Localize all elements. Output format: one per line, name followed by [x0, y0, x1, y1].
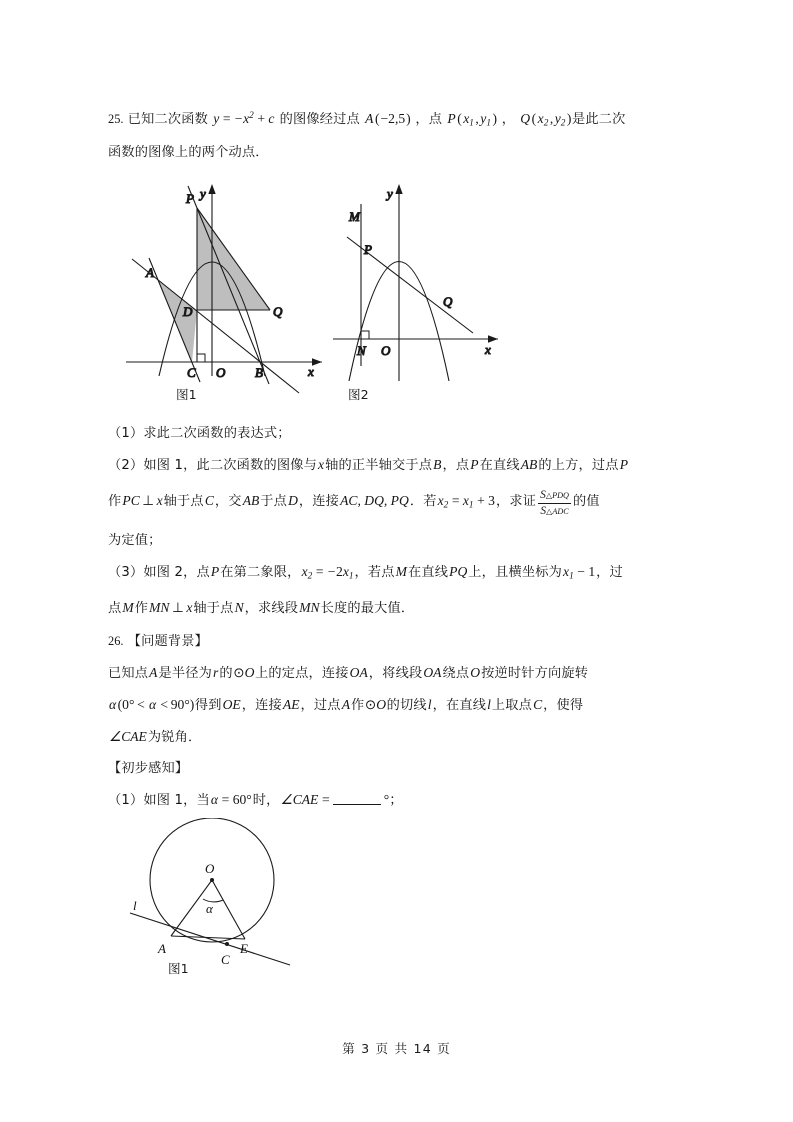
q25-perp-pc: PC	[122, 493, 140, 509]
q25-part3-cond2: $x_1 - 1$	[563, 563, 596, 581]
q25-part3-line1: （3）如图 2，点P在第二象限，$x_2 = -2x_1$，若点M在直线PQ上，且横坐标为$x_1 - 1$，过	[108, 563, 623, 581]
q26-label-E: E	[240, 940, 248, 956]
q25-area-ratio-den: S△ADC	[538, 503, 571, 518]
q25-figure-group	[108, 172, 686, 408]
q25-condition: $x_2 = x_1 + 3$	[437, 493, 495, 510]
q26-circle-o-2: ⊙O	[364, 696, 387, 712]
q25-stem-line1: 25. 已知二次函数 $y = -x^2 + c$ 的图像经过点 A (−2,5) ，点 P ( $x_1$ , $y_1$ ) ， Q ( $x_2$ , $y_2$ )是此二次	[108, 110, 626, 128]
q25-stem-c: ，	[501, 111, 516, 127]
q25-stem-b: ，点	[415, 111, 443, 127]
q25-number: 25.	[108, 111, 124, 126]
q26-part1-angle: ∠CAE =	[280, 791, 331, 807]
q25-equation: $y = -x^2 + c$	[213, 110, 275, 126]
fig2-label-P: P	[364, 242, 372, 258]
q25-stem-pre: 已知二次函数	[127, 111, 209, 127]
q26-answer-blank[interactable]	[333, 792, 381, 805]
q26-part1-alpha: α = 60°	[210, 791, 252, 807]
fig1-label-Q: Q	[273, 304, 283, 320]
fig1-caption: 图1	[176, 387, 197, 403]
segment-oe	[212, 880, 245, 939]
q25-area-ratio	[536, 489, 573, 518]
q26-number: 26.	[108, 633, 124, 648]
q26-figure-wrap	[108, 818, 686, 993]
q25-part2-line3: 为定值；	[108, 532, 162, 548]
q25-point-a: A	[365, 110, 374, 126]
q25-var-x: x	[318, 457, 325, 473]
q26-label-A: A	[158, 940, 166, 956]
q25-part2-label: （2）	[108, 458, 144, 474]
q26-bg-line1: 已知点A是半径为r的⊙O上的定点，连接OA，将线段OA绕点O按逆时针方向旋转	[108, 664, 589, 681]
tangent-line-l	[130, 913, 290, 965]
fig2-label-y: y	[387, 186, 393, 202]
q25-segments: AC, DQ, PQ	[340, 493, 409, 509]
q25-stem-mid: 的图像经过点	[279, 111, 360, 127]
fig2-label-N: N	[357, 343, 366, 359]
page-footer: 第 3 页 共 14 页	[342, 1041, 451, 1056]
figure-1	[126, 184, 322, 393]
figure-2	[333, 184, 498, 381]
q25-stem-line2: 函数的图像上的两个动点．	[108, 145, 269, 161]
q26-bg-line2: α (0° < α < 90°)得到OE，连接AE，过点A作⊙O的切线l，在直线l上取点C，使得	[109, 696, 584, 713]
fig2-label-O: O	[381, 343, 391, 359]
q26-part1: （1）如图 1，当α = 60°时，∠CAE = °；	[108, 791, 403, 808]
q25-part3-label: （3）	[108, 564, 144, 580]
q25-figures	[108, 172, 686, 412]
q26-part1-label: （1）	[108, 792, 144, 808]
q26-alpha-range: α	[109, 696, 117, 712]
q25-part1-text: 求此二次函数的表达式；	[143, 426, 291, 442]
q26-bg-line3: ∠CAE为锐角．	[109, 728, 202, 745]
page-content	[108, 100, 686, 993]
fig1-label-P: P	[186, 191, 194, 207]
fig2-label-x: x	[485, 342, 491, 358]
q26-circle-o: ⊙O	[233, 664, 255, 680]
q26-label-l: l	[133, 897, 137, 913]
fig2-label-Q: Q	[443, 294, 453, 310]
q25-perp-mn: MN	[149, 599, 170, 615]
q25-stem-end: 是此二次	[571, 111, 626, 127]
q26-circle-figure	[108, 818, 408, 993]
q26-angle-cae: ∠CAE	[109, 728, 147, 744]
point-o-dot	[210, 878, 214, 882]
fig1-label-x: x	[308, 364, 314, 380]
q26-heading-initial: 【初步感知】	[108, 760, 189, 776]
fig1-label-C: C	[187, 365, 196, 381]
q25-part2-line1: （2）如图 1，此二次函数的图像与x轴的正半轴交于点B，点P在直线AB的上方，过点P	[108, 457, 628, 474]
fig2-caption: 图2	[348, 387, 369, 403]
fig2-label-M: M	[349, 209, 360, 225]
fig1-label-D: D	[183, 304, 193, 320]
q26-heading-background: 【问题背景】	[127, 633, 209, 649]
q25-part1-label: （1）	[108, 426, 144, 442]
q26-fig-caption: 图1	[168, 960, 189, 976]
q26-label-alpha: α	[206, 900, 213, 916]
fig1-label-y: y	[200, 186, 206, 202]
q25-part2-line2: 作PC ⊥ x轴于点C，交AB于点D，连接AC, DQ, PQ．若$x_2 = x_1 + 3$，求证 $\frac{\text{S△PDQ}}{\text{S△ADC}}$ 的值	[108, 489, 600, 517]
q25-point-p: P	[447, 110, 456, 126]
q25-part3-line2: 点M作MN ⊥ x轴于点N，求线段MN长度的最大值．	[108, 599, 415, 616]
fig1-label-A: A	[146, 265, 154, 281]
q25-part1	[108, 418, 686, 449]
fig1-label-O: O	[216, 365, 226, 381]
q26-label-C: C	[221, 951, 230, 967]
q25-point-q: Q	[520, 110, 531, 126]
fig1-label-B: B	[255, 365, 263, 381]
q26-label-O: O	[205, 860, 215, 876]
point-c-dot	[225, 942, 229, 946]
q26-heading	[108, 626, 686, 657]
q25-part3-cond1: $x_2 = -2x_1$	[301, 563, 354, 581]
q25-area-ratio-num: S△PDQ	[540, 489, 569, 502]
